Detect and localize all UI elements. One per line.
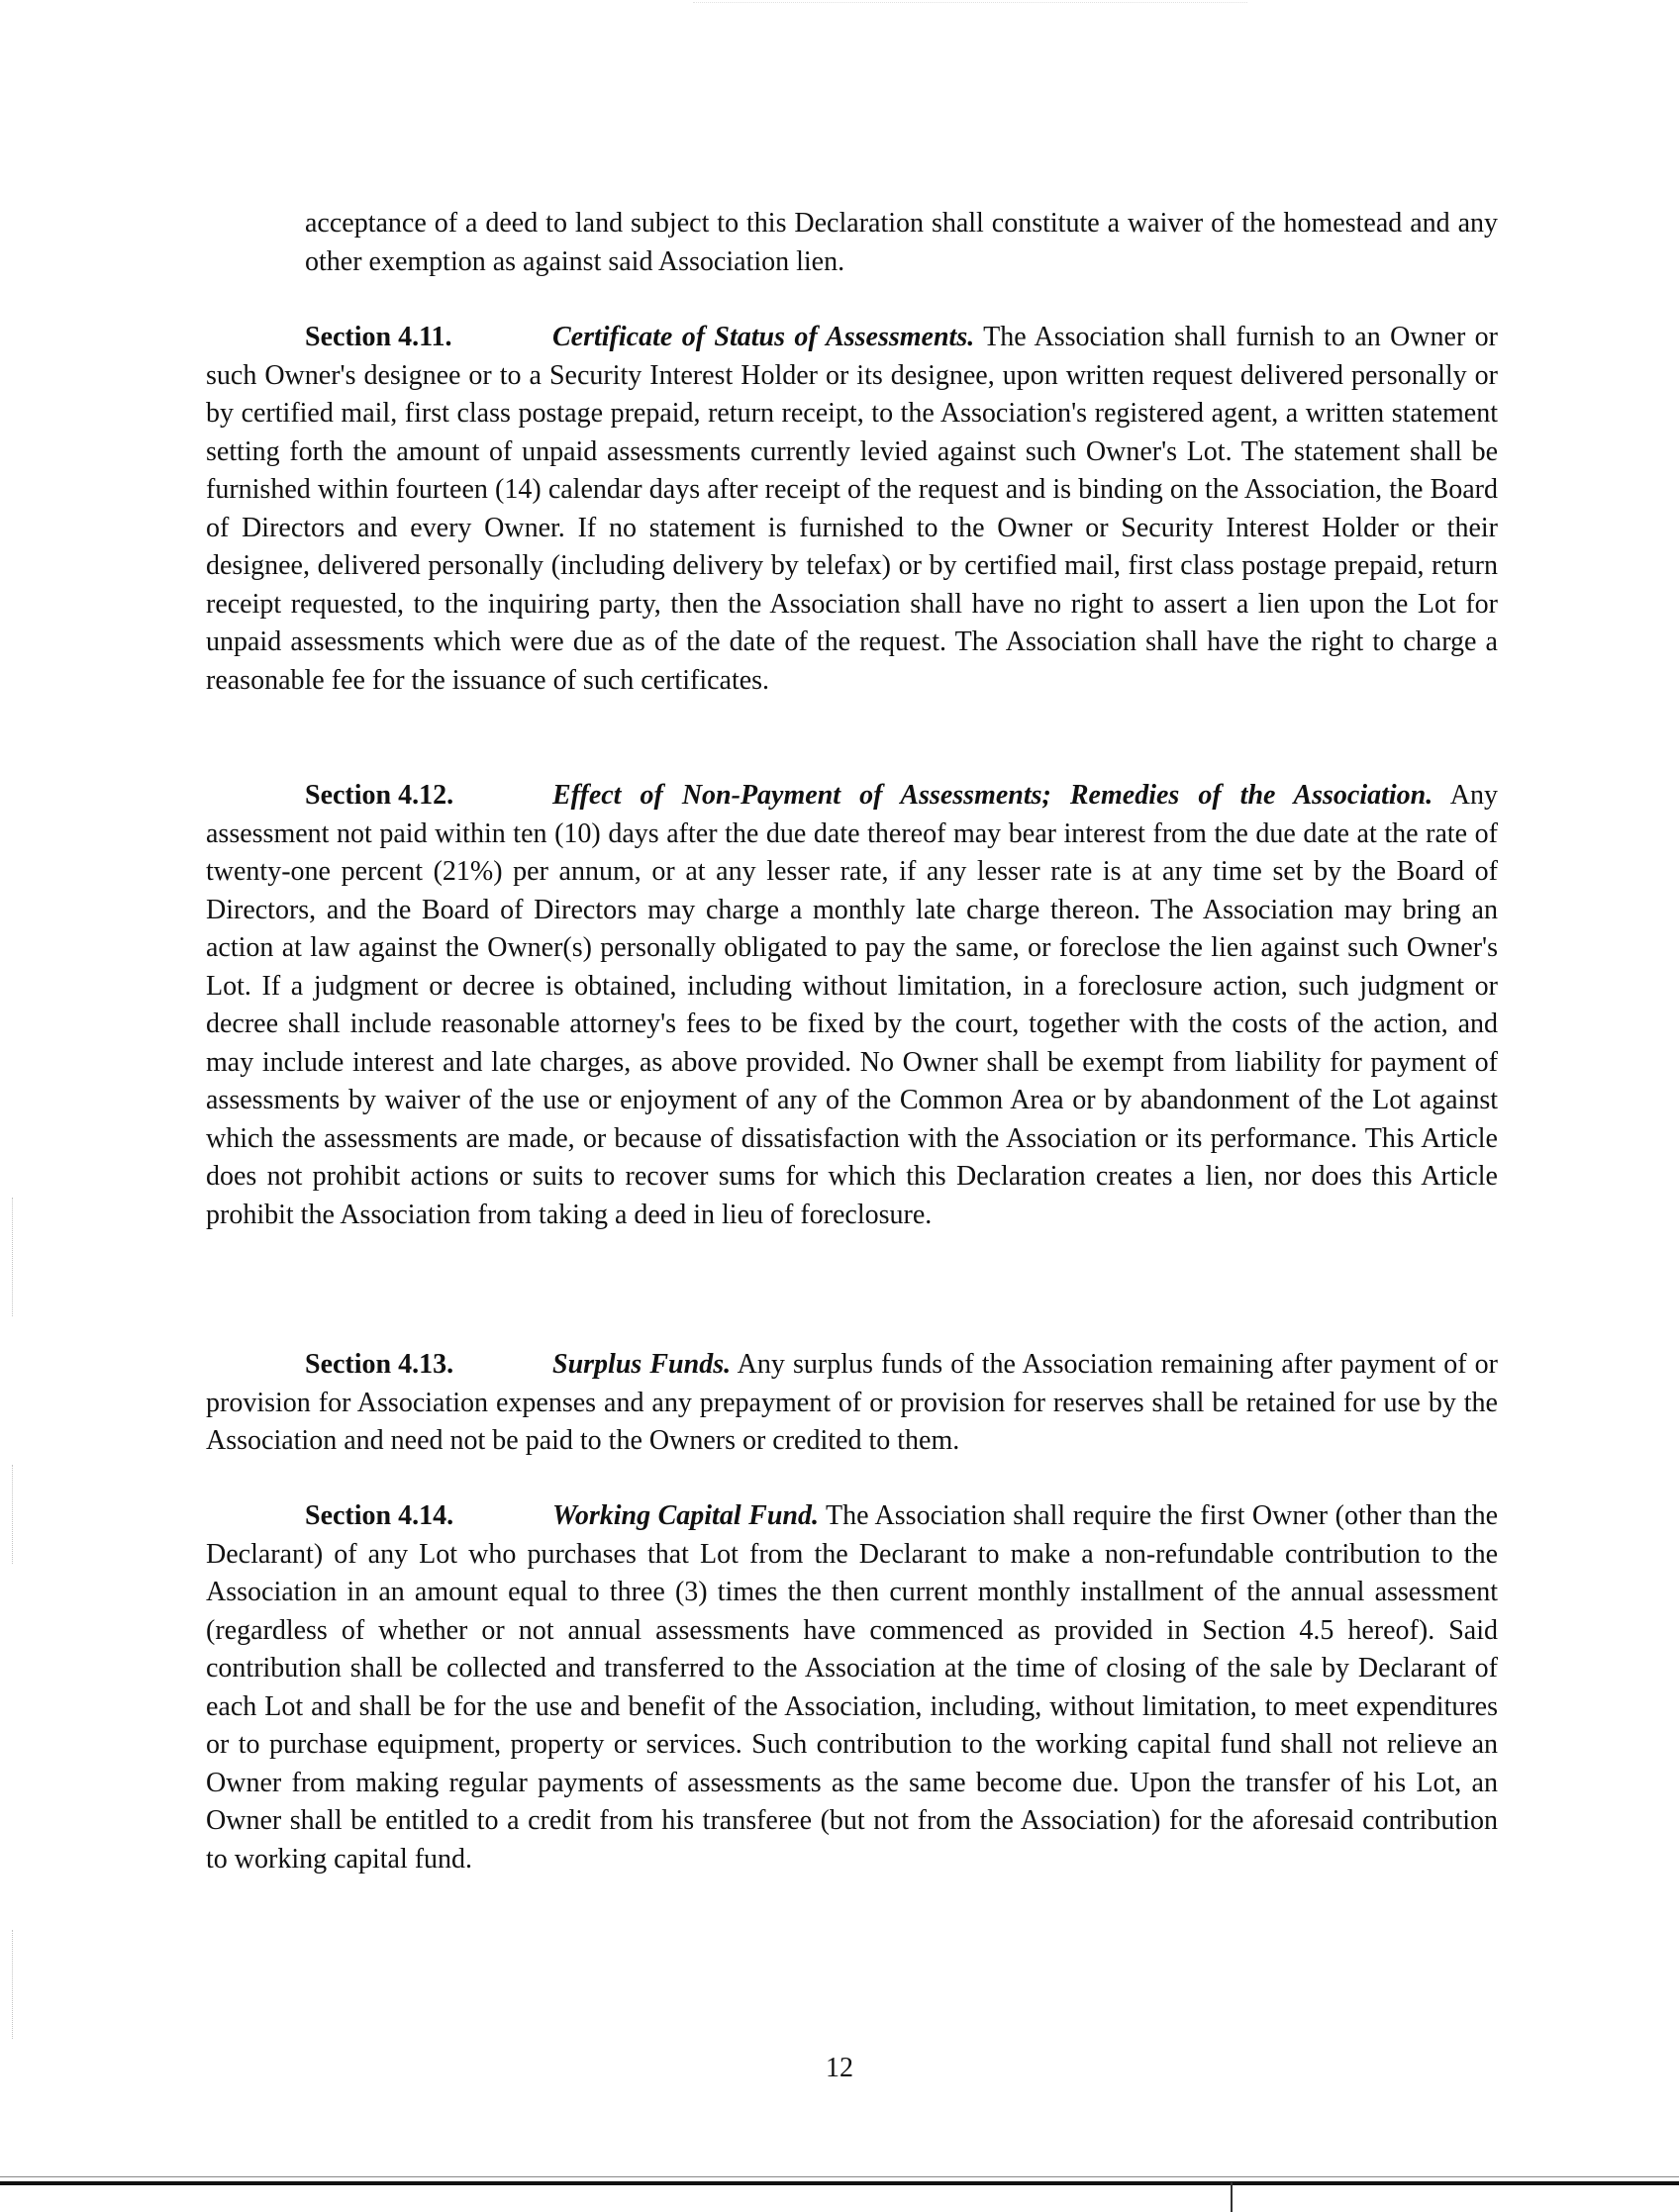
section-number: Section 4.11. — [305, 322, 452, 352]
section-title: Working Capital Fund. — [552, 1500, 819, 1531]
continuation-text: acceptance of a deed to land subject to this Declaration shall constitute a waiver of the homestead and any other exemption as against said Association lien. — [305, 208, 1498, 277]
section-4-13 — [206, 1346, 1498, 1461]
section-title: Surplus Funds. — [552, 1349, 732, 1380]
section-paragraph — [206, 1497, 1498, 1878]
section-4-14 — [206, 1497, 1498, 1878]
section-body: Any assessment not paid within ten (10) days after the due date thereof may bear interest from the due date at the rate of twenty-one percent (21%) per annum, or at any lesser rate, if any lesser rate is at any time set by the Board of Directors, and the Board of Directors may charge a monthly late charge thereon. The Association may bring an action at law against the Owner(s) personally obligated to pay the same, or foreclose the lien against such Owner's Lot. If a judgment or decree is obtained, including without limitation, in a foreclosure action, such judgment or decree shall include reasonable attorney's fees to be fixed by the court, together with the costs of the action, and may include interest and late charges, as above provided. No Owner shall be exempt from liability for payment of assessments by waiver of the use or enjoyment of any of the Common Area or by abandonment of the Lot against which the assessments are made, or because of dissatisfaction with the Association or its performance. This Article does not prohibit actions or suits to recover sums for which this Declaration creates a lien, nor does this Article prohibit the Association from taking a deed in lieu of foreclosure. — [206, 780, 1498, 1230]
section-body: Any surplus funds of the Association remaining after payment of or provision for Association expenses and any prepayment of or provision for reserves shall be retained for use by the Association and need not be paid to the Owners or credited to them. — [206, 1349, 1498, 1456]
section-4-11 — [206, 319, 1498, 700]
scan-artifact-left-upper — [12, 1198, 14, 1316]
section-number: Section 4.13. — [305, 1349, 454, 1380]
section-number: Section 4.14. — [305, 1500, 454, 1531]
continuation-paragraph — [305, 205, 1498, 281]
section-title: Effect of Non-Payment of Assessments; Remedies of the Association. — [552, 780, 1433, 811]
footer-tick-mark — [1231, 2182, 1233, 2212]
scan-artifact-left-lower — [12, 1930, 14, 2039]
section-paragraph — [206, 319, 1498, 700]
footer-divider — [0, 2181, 1679, 2185]
section-paragraph — [206, 1346, 1498, 1461]
section-body: The Association shall furnish to an Owner or such Owner's designee or to a Security Interest Holder or its designee, upon written request delivered personally or by certified mail, first class postage prepaid, return receipt, to the Association's registered agent, a written statement setting forth the amount of unpaid assessments currently levied against such Owner's Lot. The statement shall be furnished within fourteen (14) calendar days after receipt of the request and is binding on the Association, the Board of Directors and every Owner. If no statement is furnished to the Owner or Security Interest Holder or their designee, delivered personally (including delivery by telefax) or by certified mail, first class postage prepaid, return receipt requested, to the inquiring party, then the Association shall have no right to assert a lien upon the Lot for unpaid assessments which were due as of the date of the request. The Association shall have the right to charge a reasonable fee for the issuance of such certificates. — [206, 322, 1499, 696]
section-paragraph — [206, 777, 1498, 1234]
scan-artifact-left-middle — [12, 1465, 14, 1564]
scan-artifact-top — [693, 2, 1247, 13]
section-body: The Association shall require the first Owner (other than the Declarant) of any Lot who purchases that Lot from the Declarant to make a non-refundable contribution to the Association in an amount equal to three (3) times the then current monthly installment of the annual assessment (regardless of whether or not annual assessments have commenced as provided in Section 4.5 hereof). Said contribution shall be collected and transferred to the Association at the time of closing of the sale by Declarant of each Lot and shall be for the use and benefit of the Association, including, without limitation, to meet expenditures or to purchase equipment, property or services. Such contribution to the working capital fund shall not relieve an Owner from making regular payments of assessments as the same become due. Upon the transfer of his Lot, an Owner shall be entitled to a credit from his transferee (but not from the Association) for the aforesaid contribution to working capital fund. — [206, 1500, 1499, 1875]
section-number: Section 4.12. — [305, 780, 454, 811]
page-number: 12 — [826, 2053, 853, 2083]
footer-divider-thin — [0, 2176, 1679, 2177]
section-4-12 — [206, 777, 1498, 1234]
section-title: Certificate of Status of Assessments. — [552, 322, 975, 352]
